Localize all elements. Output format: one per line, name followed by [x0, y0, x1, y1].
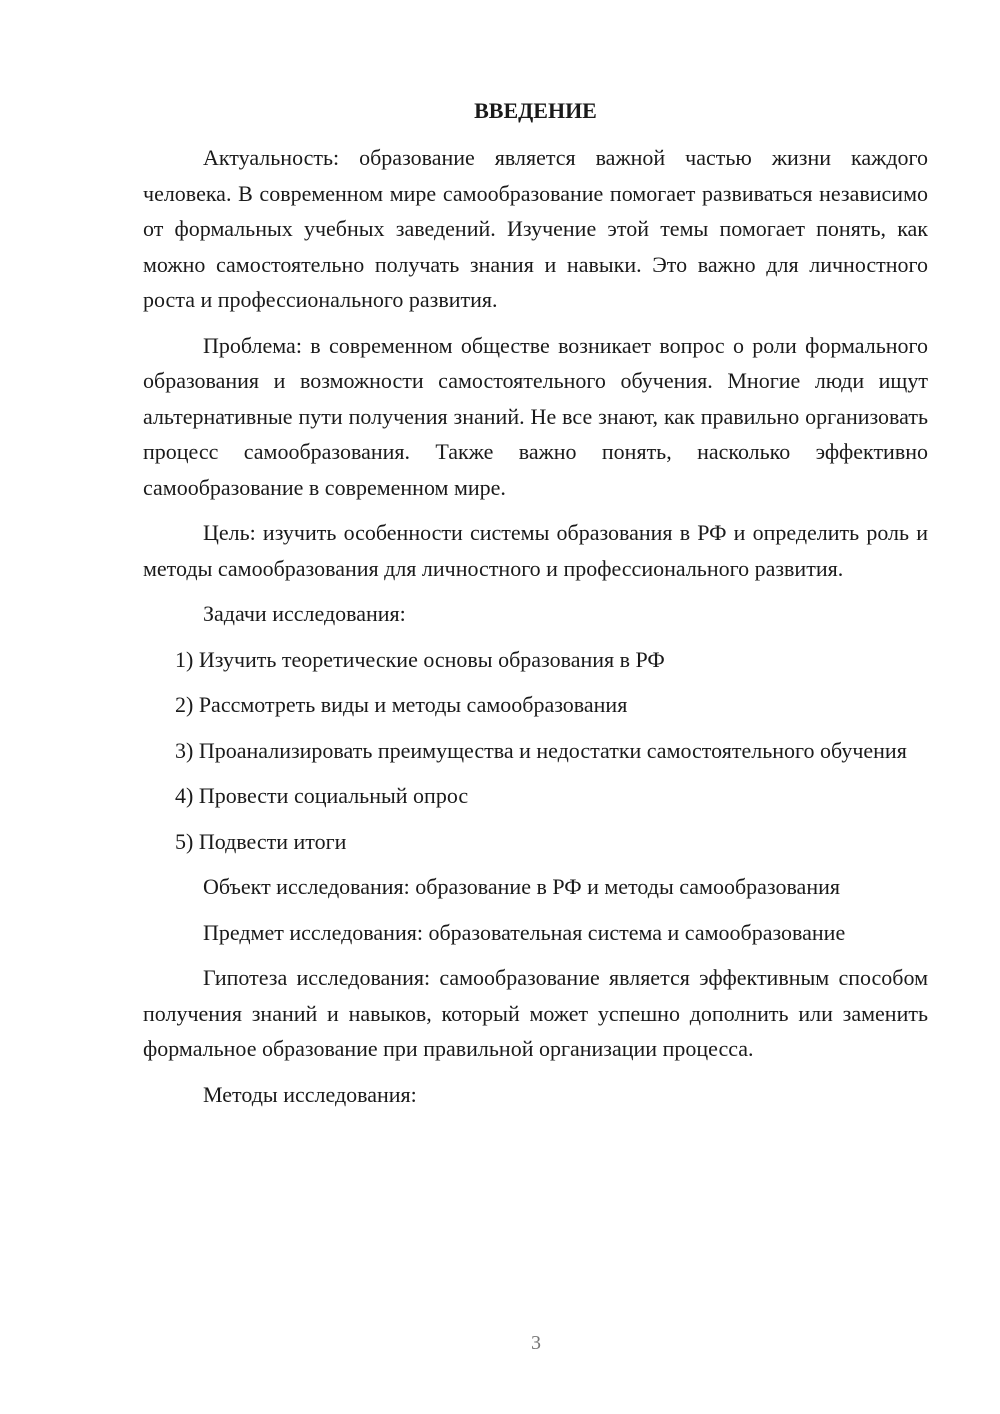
subject-paragraph: Предмет исследования: образовательная система и самообразование — [203, 919, 846, 945]
relevance-paragraph: Актуальность: образование является важной частью жизни каждого человека. В современном мире самообразование помогает развиваться независимо от формальных учебных заведений. Изучение этой темы помогает понять, как можно самостоятельно получать знания и навыки. Это важно для личностного роста и профессионального развития. — [143, 145, 928, 312]
task-item: 3) Проанализировать преимущества и недостатки самостоятельного обучения — [175, 737, 907, 763]
hypothesis-paragraph: Гипотеза исследования: самообразование является эффективным способом получения знаний и навыков, который может успешно дополнить или заменить формальное образование при правильной организации процесса. — [143, 965, 928, 1061]
object-paragraph: Объект исследования: образование в РФ и методы самообразования — [203, 874, 840, 899]
section-title: ВВЕДЕНИЕ — [474, 98, 597, 123]
task-item: 4) Провести социальный опрос — [175, 783, 469, 808]
problem-paragraph: Проблема: в современном обществе возникает вопрос о роли формального образования и возможности самостоятельного обучения. Многие люди ищут альтернативные пути получения знаний. Не все знают, как правильно организовать процесс самообразования. Также важно понять, насколько эффективно самообразование в современном мире. — [143, 332, 928, 500]
page-number: 3 — [531, 1332, 541, 1354]
task-item: 2) Рассмотреть виды и методы самообразования — [175, 692, 628, 717]
task-item: 5) Подвести итоги — [175, 828, 347, 854]
task-item: 1) Изучить теоретические основы образования в РФ — [175, 646, 665, 672]
document-page — [143, 93, 928, 1122]
goal-paragraph: Цель: изучить особенности системы образования в РФ и определить роль и методы самообразования для личностного и профессионального развития. — [143, 520, 928, 581]
tasks-heading: Задачи исследования: — [203, 601, 406, 626]
methods-heading: Методы исследования: — [203, 1081, 417, 1107]
